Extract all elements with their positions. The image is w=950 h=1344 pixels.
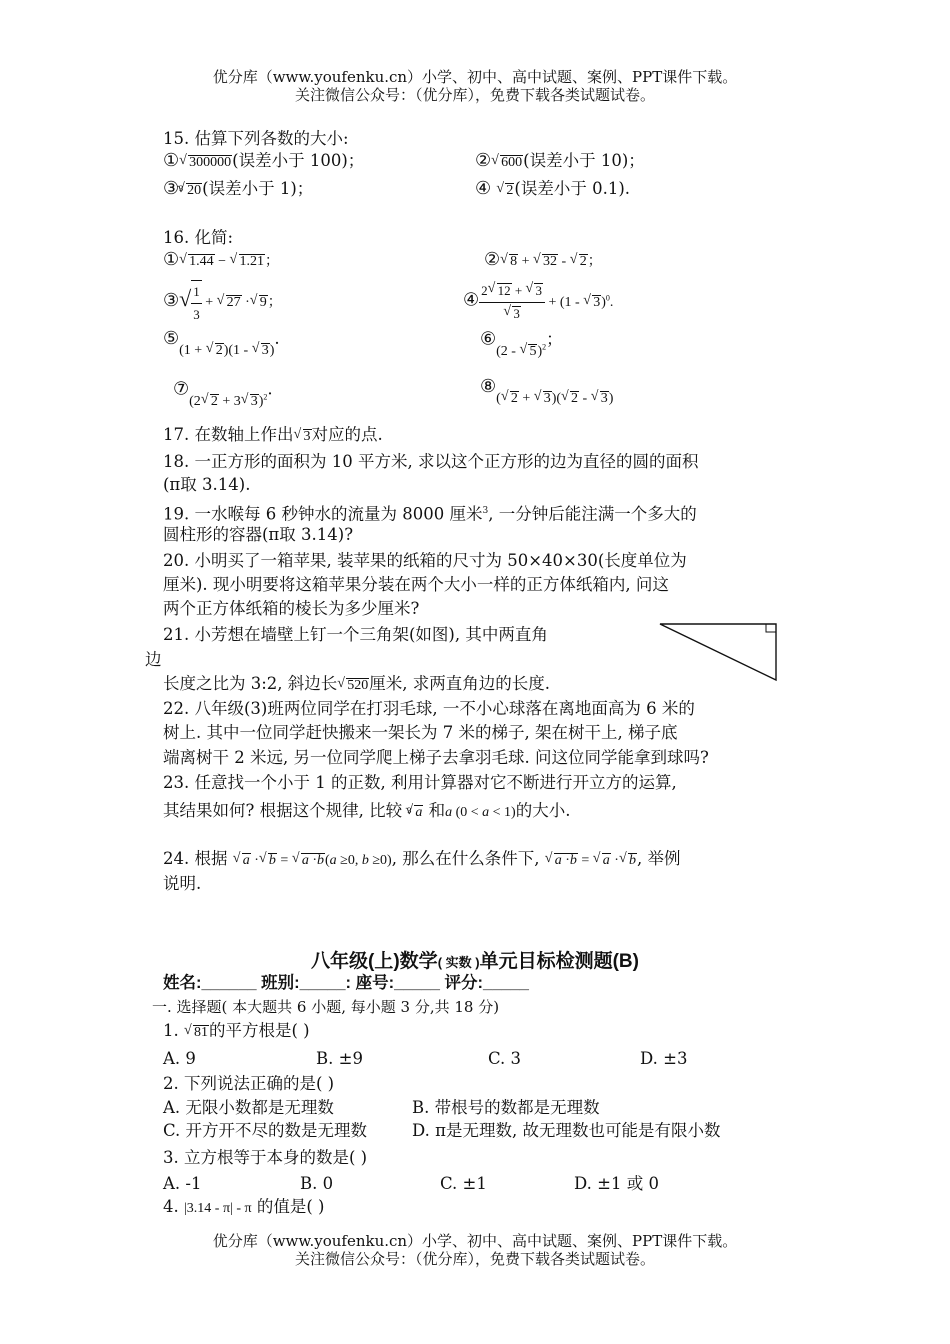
q18-line2: (π取 3.14). xyxy=(163,475,251,494)
b-q1-option-c: C. 3 xyxy=(488,1049,522,1068)
title-part-b: ( 实数 ) xyxy=(437,955,480,970)
b-q4-text: 的值是( ) xyxy=(256,1197,325,1216)
right-triangle-figure xyxy=(658,620,780,684)
q24-text-c: , 举例 xyxy=(636,849,681,868)
q15-item2-note: (误差小于 10)； xyxy=(523,151,645,170)
b-q1-option-d: D. ±3 xyxy=(640,1049,688,1068)
q16-item4: ④ 2√ 12 + √ 3 √ 3 + (1 - √ 3)$^0$. xyxy=(463,280,613,325)
q16-title: 16. 化简: xyxy=(163,228,234,247)
sqrt-expr: √ 32 xyxy=(542,254,558,269)
sqrt-expr: √ 27 xyxy=(226,295,242,310)
q21-line1: 21. 小芳想在墙壁上钉一个三角架(如图), 其中两直角 xyxy=(163,625,548,644)
q15-item4-note: (误差小于 0.1). xyxy=(514,179,630,198)
q16-item3: ③√ $\frac{1}{3}$ + √ 27 ·√ 9； xyxy=(163,280,282,326)
cbrt-expr: √ 20 xyxy=(186,183,202,198)
q21-line1b: 边 xyxy=(145,650,162,669)
q17 xyxy=(163,424,383,446)
q24-line2: 说明. xyxy=(163,874,202,893)
q24-text-a: 24. 根据 xyxy=(163,849,228,868)
q17-tail: 对应的点. xyxy=(311,425,383,444)
q16-item8: $⑧_{(√ 2 + √ 3)(√ 2 - √ 3)}$ xyxy=(480,376,613,400)
q23-text-a: 其结果如何? 根据这个规律, 比较 xyxy=(163,801,403,820)
b-q3-option-d: D. ±1 或 0 xyxy=(574,1174,659,1193)
b-q3-option-b: B. 0 xyxy=(300,1174,334,1193)
sqrt-expr: √ 3 xyxy=(261,343,270,358)
q16-item5: $⑤_{(1 + √ 2)(1 - √ 3)}$. xyxy=(163,328,280,352)
sqrt-expr: √ 1.21 xyxy=(239,254,266,269)
b-q2: 2. 下列说法正确的是( ) xyxy=(163,1074,335,1093)
q19-text-b: , 一分钟后能注满一个多大的 xyxy=(488,504,697,524)
sqrt-expr: √ 2 xyxy=(505,183,514,198)
b-q4-num: 4. xyxy=(163,1197,179,1216)
page-footer-line1: 优分库（www.youfenku.cn）小学、初中、高中试题、案例、PPT课件下载。 xyxy=(212,1232,738,1250)
title-part-a: 八年级(上)数学 xyxy=(311,951,438,972)
q20-line1: 20. 小明买了一箱苹果, 装苹果的纸箱的尺寸为 50×40×30(长度单位为 xyxy=(163,551,687,570)
q16-item2: ②√ 8 + √ 32 - √ 2； xyxy=(484,249,602,273)
q22-line1: 22. 八年级(3)班两位同学在打羽毛球, 一不小心球落在离地面高为 6 米的 xyxy=(163,699,695,718)
sqrt-expr: √ 3 xyxy=(512,306,521,321)
q23-text-c: 的大小. xyxy=(515,801,571,820)
b-q1-option-b: B. ±9 xyxy=(316,1049,363,1068)
sqrt-expr: √ 520 xyxy=(346,678,369,693)
sqrt-expr: √ 12 xyxy=(497,283,512,298)
sqrt-expr: √ 3 xyxy=(534,283,543,298)
q15-item1-note: (误差小于 100)； xyxy=(232,151,365,170)
q15-item1: ①√ 300000(误差小于 100)； xyxy=(163,150,364,172)
sqrt-expr: √ 2 xyxy=(570,391,579,406)
sqrt-expr: √ 3 xyxy=(592,295,601,310)
sqrt-expr: √ 8 xyxy=(509,254,518,269)
q21-text-b: 厘米, 求两直角边的长度. xyxy=(369,674,551,693)
q22-line3: 端离树干 2 米远, 另一位同学爬上梯子去拿羽毛球. 问这位同学能拿到球吗? xyxy=(163,748,709,767)
page-header-line2: 关注微信公众号：（优分库），免费下载各类试题试卷。 xyxy=(294,86,655,104)
q23-line2: 其结果如何? 根据这个规律, 比较 $^3$√ a 和a (0 < a < 1)的大小. xyxy=(163,800,570,824)
q16-item6: $⑥_{(2 - √ 5)^2}$； xyxy=(480,326,563,353)
b-q1-num: 1. xyxy=(163,1021,179,1040)
q19-sup: 3 xyxy=(482,506,489,516)
sqrt-expr: √ 600 xyxy=(500,155,523,170)
b-q2-option-a: A. 无限小数都是无理数 xyxy=(163,1098,334,1117)
b-q2-option-d: D. π是无理数, 故无理数也可能是有限小数 xyxy=(412,1121,721,1140)
q20-line2: 厘米). 现小明要将这箱苹果分装在两个大小一样的正方体纸箱内, 问这 xyxy=(163,575,669,594)
frac-num: 1 xyxy=(191,281,202,304)
q19-line2: 圆柱形的容器(π取 3.14)? xyxy=(163,525,354,544)
q15-item2: ②√ 600(误差小于 10)； xyxy=(475,150,645,172)
b-q2-option-c: C. 开方开不尽的数是无理数 xyxy=(163,1121,368,1140)
q21-text-a: 长度之比为 3:2, 斜边长 xyxy=(163,674,338,693)
sqrt-expr: √ 300000 xyxy=(188,155,232,170)
q24-text-b: , 那么在什么条件下, xyxy=(391,849,540,868)
q23-line1: 23. 任意找一个小于 1 的正数, 利用计算器对它不断进行开立方的运算, xyxy=(163,773,677,792)
q24-line1: 24. 根据 √ a ·√ b = √ a ·b(a ≥0, b ≥0), 那么在什么条件下, √ a ·b = √ a ·√ b, 举例 xyxy=(163,848,680,872)
right-angle-mark xyxy=(766,624,776,632)
triangle-shape xyxy=(660,624,776,680)
q16-item7: $⑦_{(2√ 2 + 3√ 3)^2}$. xyxy=(173,376,273,403)
sqrt-expr: √ 9 xyxy=(259,295,268,310)
b-q3: 3. 立方根等于本身的数是( ) xyxy=(163,1148,368,1167)
b-q1 xyxy=(163,1020,310,1042)
q16-item1: ①√ 1.44 − √ 1.21； xyxy=(163,249,279,273)
b-q2-option-b: B. 带根号的数都是无理数 xyxy=(412,1098,600,1117)
sqrt-expr: √ 2 xyxy=(579,254,588,269)
title-part-c: 单元目标检测题(B) xyxy=(479,951,639,972)
sqrt-expr: √ 1.44 xyxy=(188,254,215,269)
q18-line1: 18. 一正方形的面积为 10 平方米, 求以这个正方形的边为直径的圆的面积 xyxy=(163,452,699,471)
q19-line1 xyxy=(163,500,697,526)
b-q1-text: 的平方根是( ) xyxy=(209,1021,310,1040)
q15-title: 15. 估算下列各数的大小: xyxy=(163,129,349,148)
sqrt-expr: √ 2 xyxy=(510,391,519,406)
q21-line2 xyxy=(163,673,550,695)
b-q4-expr: |3.14 - π| - π xyxy=(184,1201,252,1216)
student-info-line: 姓名:______ 班别:_____: 座号:_____ 评分:_____ xyxy=(163,974,529,992)
q20-line3: 两个正方体纸箱的棱长为多少厘米? xyxy=(163,599,420,618)
b-q4 xyxy=(163,1196,324,1220)
q15-item3: ③$^3$√ 20(误差小于 1)； xyxy=(163,178,313,202)
sqrt-expr: √ 3 xyxy=(600,391,609,406)
q15-item3-note: (误差小于 1)； xyxy=(202,179,314,198)
section-1-title: 一. 选择题( 本大题共 6 小题, 每小题 3 分,共 18 分) xyxy=(152,998,500,1016)
sqrt-expr: √ 2 xyxy=(210,394,219,409)
b-q1-option-a: A. 9 xyxy=(163,1049,196,1068)
page-header-line1: 优分库（www.youfenku.cn）小学、初中、高中试题、案例、PPT课件下载。 xyxy=(212,68,738,86)
b-q3-option-c: C. ±1 xyxy=(440,1174,487,1193)
q23-text-b: 和 xyxy=(428,801,446,820)
frac-den: 3 xyxy=(193,307,200,322)
unit-b-title xyxy=(0,946,950,973)
sqrt-expr: √ 5 xyxy=(528,344,537,359)
q17-text: 17. 在数轴上作出 xyxy=(163,425,294,444)
q22-line2: 树上. 其中一位同学赶快搬来一架长为 7 米的梯子, 架在树干上, 梯子底 xyxy=(163,723,678,742)
q15-item4: ④ √ 2(误差小于 0.1). xyxy=(475,178,630,200)
sqrt-expr: √ 3 xyxy=(543,391,552,406)
sqrt-expr: √ 2 xyxy=(215,343,224,358)
sqrt-expr: √ 81 xyxy=(193,1025,209,1040)
sqrt-expr: √ 3 xyxy=(303,429,312,444)
page-footer-line2: 关注微信公众号：（优分库），免费下载各类试题试卷。 xyxy=(294,1250,655,1268)
sqrt-expr: √ 3 xyxy=(250,394,259,409)
q19-text-a: 19. 一水喉每 6 秒钟水的流量为 8000 厘米 xyxy=(163,504,483,524)
b-q3-option-a: A. -1 xyxy=(163,1174,202,1193)
